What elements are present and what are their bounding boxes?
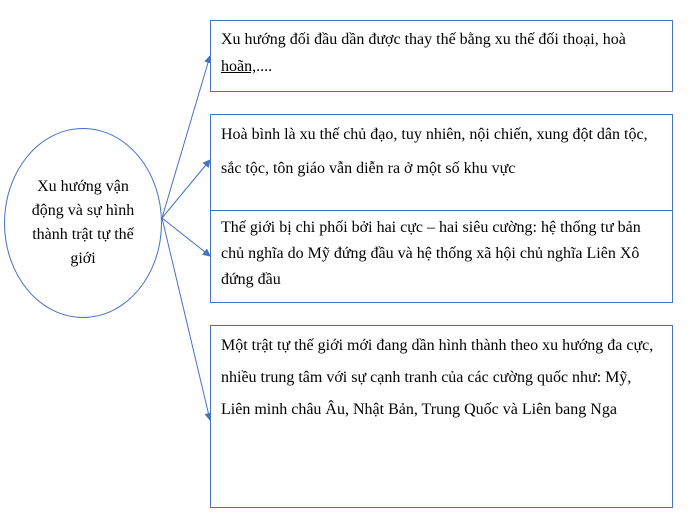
center-topic-ellipse <box>4 128 162 318</box>
arrow-to-box-1 <box>162 56 210 218</box>
trend-box-bipolar-text: Thế giới bị chi phối bởi hai cực – hai siêu cường: hệ thống tư bản chủ nghĩa do Mỹ đứng đầu và hệ thống xã hội chủ nghĩa Liên Xô đứng đầu <box>221 219 641 288</box>
trend-box-bipolar <box>210 210 673 303</box>
arrow-to-box-4 <box>162 218 210 420</box>
arrow-to-box-2 <box>162 160 210 218</box>
center-topic-text: Xu hướng vận động và sự hình thành trật tự thế giới <box>31 178 135 267</box>
trend-box-dialogue-text: Xu hướng đối đầu dần được thay thế bằng xu thế đối thoại, hoà <box>221 31 626 48</box>
trend-box-dialogue-ellipsis: .... <box>256 58 273 75</box>
trend-box-peace <box>210 114 673 211</box>
trend-box-multipolar-text: Một trật tự thế giới mới đang dần hình thành theo xu hướng đa cực, nhiều trung tâm với sự cạnh tranh của các cường quốc như: Mỹ, Liên minh châu Âu, Nhật Bản, Trung Quốc và Liên bang Nga <box>221 337 654 418</box>
trend-box-dialogue <box>210 20 673 92</box>
trend-box-peace-text: Hoà bình là xu thế chủ đạo, tuy nhiên, nội chiến, xung đột dân tộc, sắc tộc, tôn giáo vẫn diễn ra ở một số khu vực <box>221 126 648 177</box>
trend-box-dialogue-underlined: hoãn, <box>221 58 257 75</box>
trend-box-multipolar <box>210 325 673 508</box>
